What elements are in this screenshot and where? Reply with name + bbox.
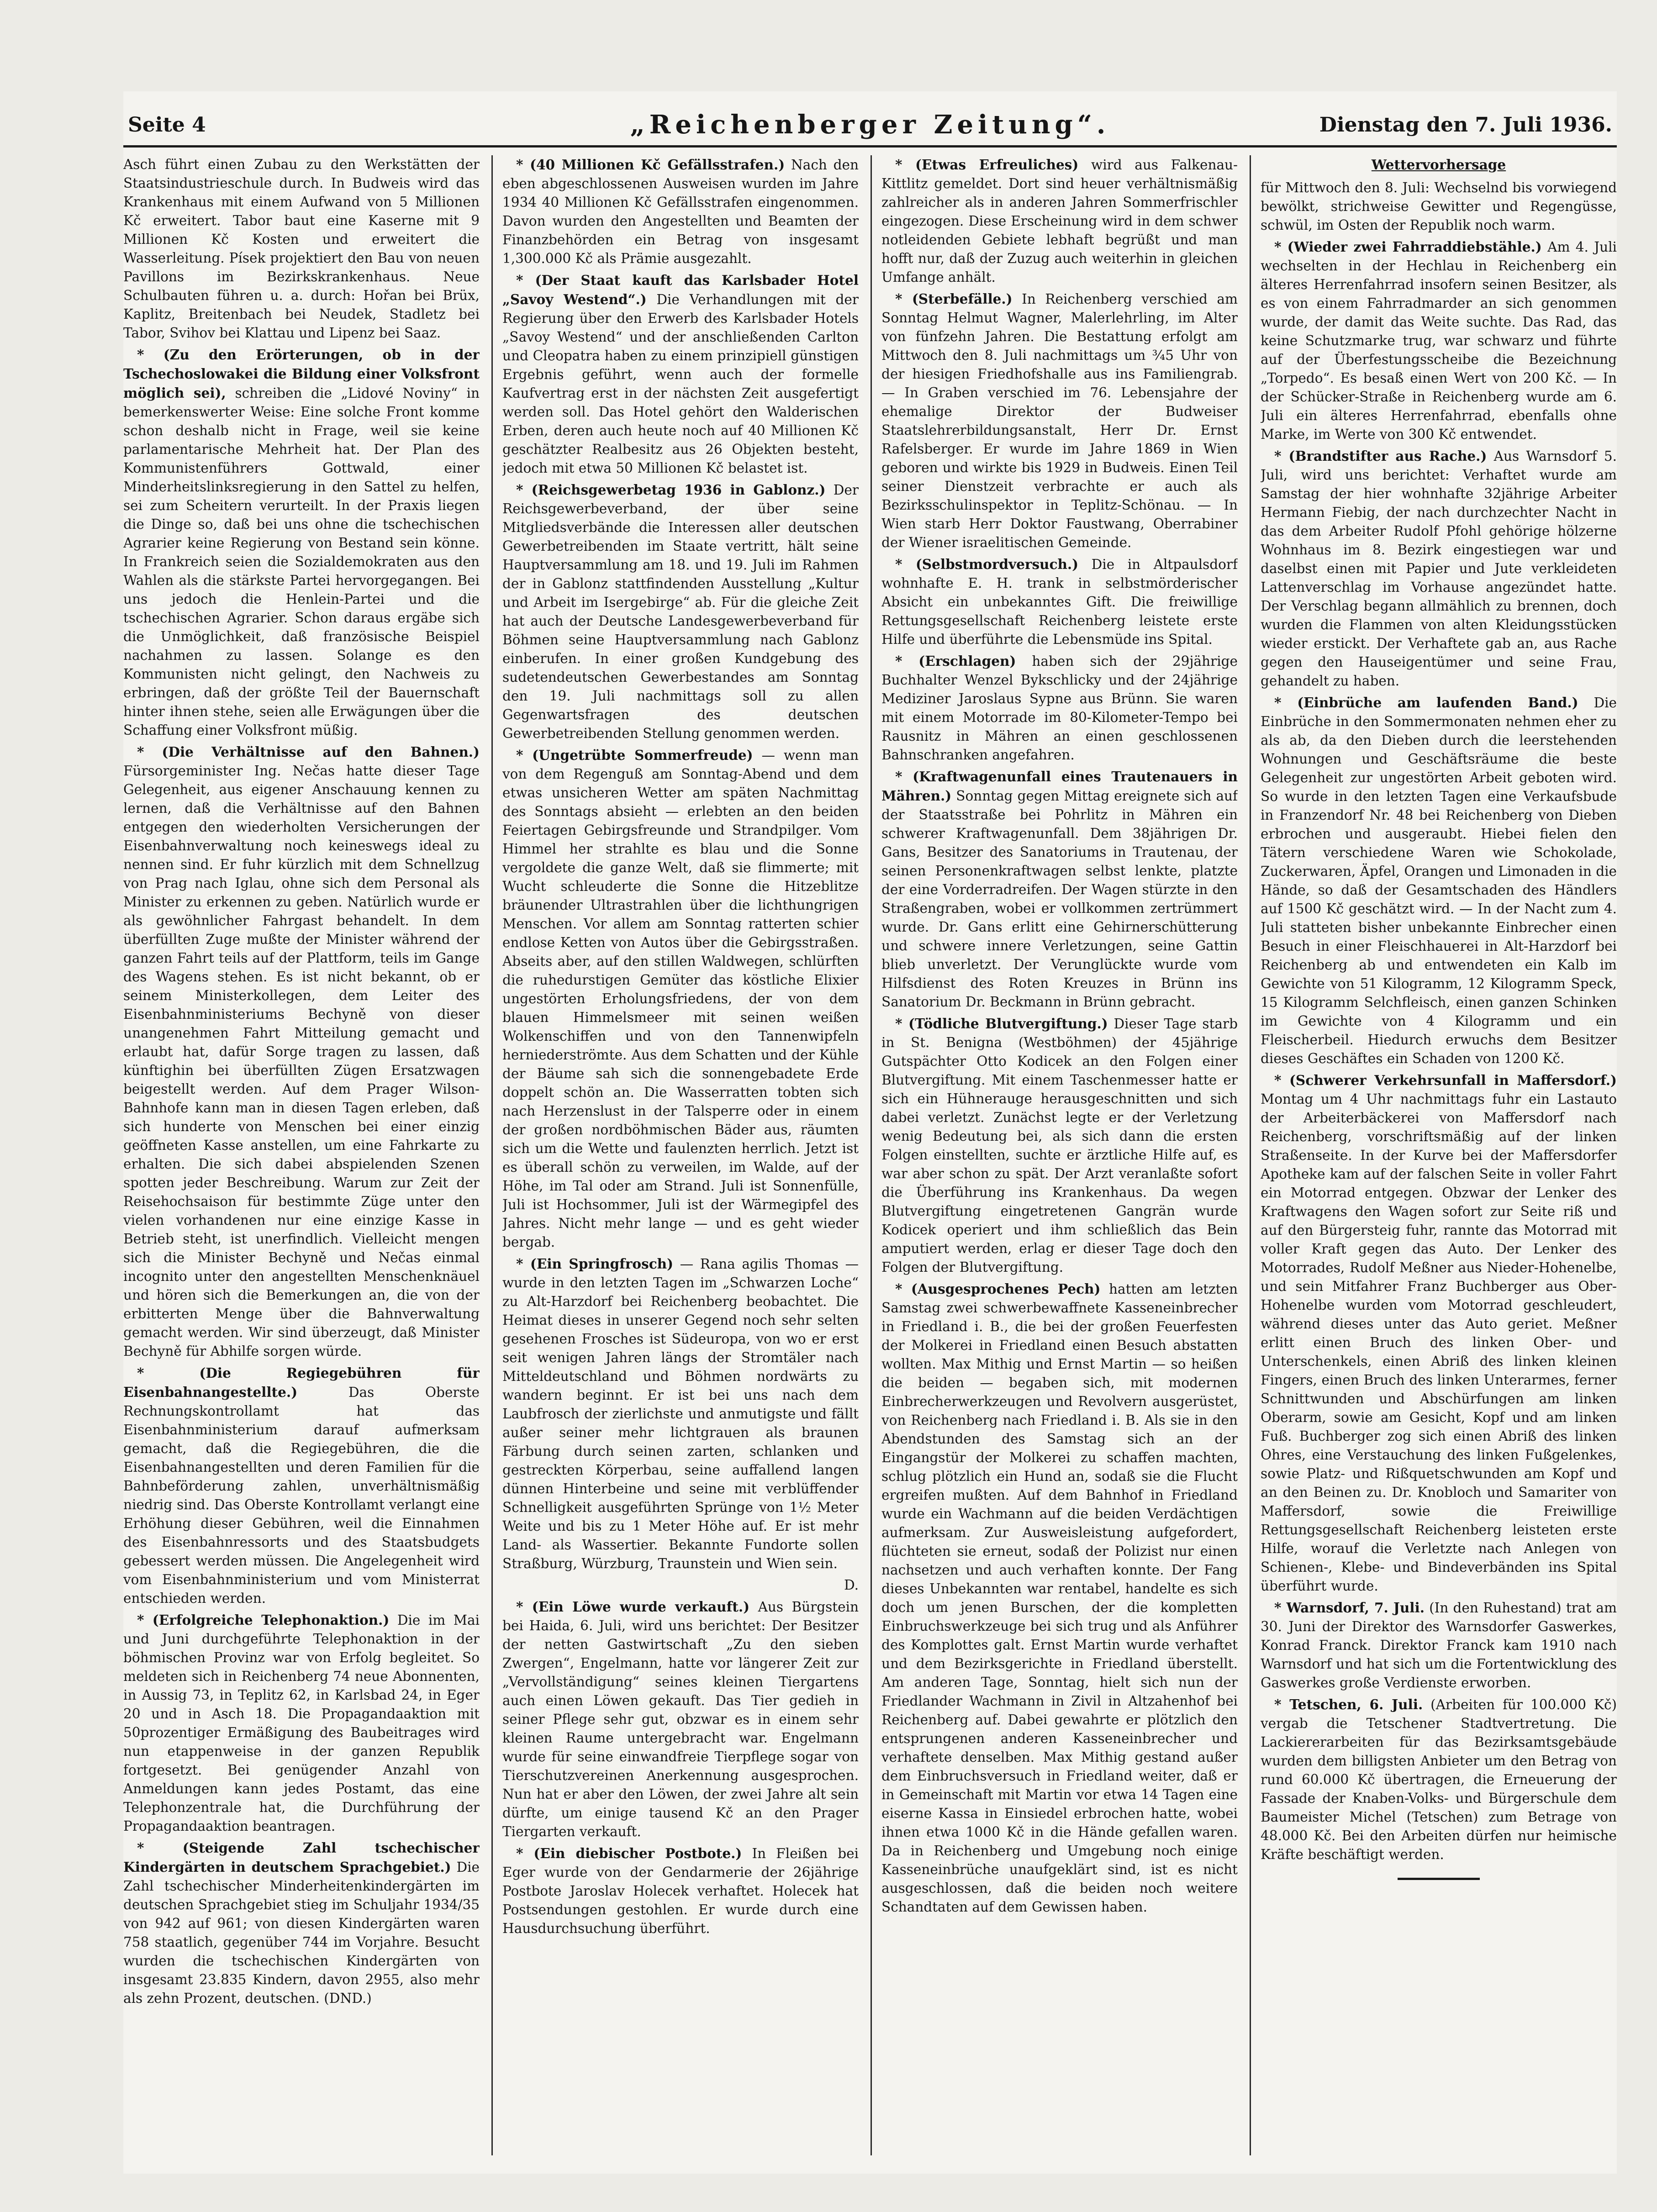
article: [1261, 693, 1617, 1068]
article-text: hatten am letzten Samstag zwei schwerbewaffnete Kasseneinbrecher in Friedland i. B., die bei der großen Feuerfesten der Molkerei in Friedland einen Besuch abstatten wollten. Max Mithig und Ernst Martin — so heißen die beiden — begaben sich, mit modernen Einbrecherwerkzeugen und Revolvern ausgerüstet, von Reichenberg nach Friedland i. B. Als sie in den Abendstunden des Samstag sich an der Eingangstür der Molkerei zu schaffen machten, schlug plötzlich ein Hund an, sodaß sie die Flucht ergreifen mußten. Auf dem Bahnhof in Friedland wurde ein Wachmann auf die beiden Verdächtigen aufmerksam. Zur Ausweisleistung aufgefordert, flüchteten sie erneut, sodaß der Polizist nur einen nachsetzen und auch verhaften konnte. Der Fang dieses Unbekannten war rentabel, handelte es sich doch um jenen Burschen, der die kompletten Einbruchswerkzeuge bei sich trug und als Anführer des Komplottes galt. Ernst Martin wurde verhaftet und dem Bezirksgerichte in Friedland überstellt. Am anderen Tage, Sonntag, hielt sich nun der Friedlander Wachmann in Zivil in Altzahenhof bei Reichenberg auf. Dabei gewahrte er plötzlich den entsprungenen anderen Kasseneinbrecher und verhaftete denselben. Max Mithig gestand außer dem Einbruchsversuch in Friedland weiter, daß er in Gemeinschaft mit Martin vor etwa 14 Tagen eine eiserne Kassa in Einsiedel erbrochen hatte, wobei ihnen etwa 1000 Kč in die Hände gefallen waren. Da in Reichenberg und Umgebung noch einige Kasseneinbrüche unaufgeklärt sind, ist es nicht ausgeschlossen, daß die beiden noch weitere Schandtaten auf dem Gewissen haben.: [881, 1281, 1238, 1915]
article-heading: * (Erfolgreiche Telephonaktion.): [137, 1612, 390, 1628]
article-heading: * (Einbrüche am laufenden Band.): [1274, 695, 1578, 711]
article: [881, 652, 1238, 764]
article-text: Asch führt einen Zubau zu den Werkstätten der Staatsindustrieschule durch. In Budweis wird das Krankenhaus mit einem Aufwand von 5 Millionen Kč erweitert. Tabor baut eine Kaserne mit 9 Millionen Kč Kosten und erweitert die Wasserleitung. Písek projektiert den Bau von neuen Pavillons im Bezirkskrankenhaus. Neue Schulbauten führen u. a. durch: Hořan bei Brüx, Kaplitz, Breitenbach bei Neudek, Stadletz bei Tabor, Svihov bei Klattau und Lipenz bei Saaz.: [123, 157, 480, 341]
article-text: Am 4. Juli wechselten in der Hechlau in Reichenberg ein älteres Herrenfahrrad insofern seinen Besitzer, als es von einem Fahrradmarder an sich genommen wurde, der damit das Weite suchte. Das Rad, das keine Schutzmarke trug, war schwarz und führte auf der Überfestungsscheibe die Bezeichnung „Torpedo“. Es besaß einen Wert von 200 Kč. — In der Schücker-Straße in Reichenberg wurde am 6. Juli ein älteres Herrenfahrrad, ebenfalls ohne Marke, im Werte von 300 Kč entwendet.: [1261, 239, 1617, 442]
newspaper-title: „Reichenberger Zeitung“.: [630, 110, 1110, 140]
article-text: Die in Altpaulsdorf wohnhafte E. H. trank in selbstmörderischer Absicht ein unbekanntes Gift. Die freiwillige Rettungsgesellschaft Reichenberg leistete erste Hilfe und überführte die Lebensmüde ins Spital.: [881, 557, 1238, 647]
article-heading: * (Sterbefälle.): [895, 291, 1013, 307]
article-heading: * (Die Regiegebühren für Eisenbahnangestellte.): [123, 1365, 480, 1400]
article: [1261, 447, 1617, 690]
article-text: Die im Mai und Juni durchgeführte Telephonaktion in der böhmischen Provinz war von Erfolg begleitet. So meldeten sich in Reichenberg 74 neue Abonnenten, in Aussig 73, in Teplitz 62, in Karlsbad 24, in Eger 20 und in Asch 18. Die Propagandaaktion mit 50prozentiger Ermäßigung des Baubeitrages wird nun etappenweise in der ganzen Republik fortgesetzt. Bei genügender Anzahl von Anmeldungen kann jedes Postamt, das eine Telephonzentrale hat, die Durchführung der Propagandaaktion beantragen.: [123, 1612, 480, 1834]
issue-date: Dienstag den 7. Juli 1936.: [1319, 113, 1612, 137]
article-heading: * (40 Millionen Kč Gefällsstrafen.): [516, 157, 785, 173]
article-heading: * Tetschen, 6. Juli.: [1274, 1696, 1423, 1712]
article-heading: * (Wieder zwei Fahrraddiebstähle.): [1274, 239, 1542, 255]
article: [1261, 1695, 1617, 1864]
column-divider: [1250, 155, 1251, 2155]
article-text: Die Zahl tschechischer Minderheitenkindergärten im deutschen Sprachgebiet stieg im Schuljahr 1934/35 von 942 auf 961; von diesen Kindergärten waren 758 staatlich, gegenüber 744 im Vorjahre. Besucht wurden die tschechischen Kindergärten von insgesamt 23.835 Kindern, davon 2955, also mehr als zehn Prozent, deutschen. (DND.): [123, 1859, 480, 2006]
article: [502, 1597, 859, 1841]
article-text: Dieser Tage starb in St. Benigna (Westböhmen) der 45jährige Gutspächter Otto Kodicek an den Folgen einer Blutvergiftung. Mit einem Taschenmesser hatte er sich ein Hühnerauge herausgeschnitten und sich dabei verletzt. Zunächst legte er der Verletzung wenig Bedeutung bei, als sich dann die ersten Folgen einstellten, suchte er ärztliche Hilfe auf, es war aber schon zu spät. Der Arzt veranlaßte sofort die Überführung ins Krankenhaus. Da wegen Blutvergiftung eingetretenen Gangrän wurde Kodicek operiert und ihm schließlich das Bein amputiert werden, erlag er dieser Tage doch den Folgen der Blutvergiftung.: [881, 1016, 1238, 1275]
article-text: Die Verhandlungen mit der Regierung über den Erwerb des Karlsbader Hotels „Savoy Westend“ und der anschließenden Carlton und Cleopatra haben zu einem prinzipiell günstigen Ergebnis geführt, wenn auch der formelle Kaufvertrag erst in der nächsten Zeit ausgefertigt werden soll. Das Hotel gehört den Walderischen Erben, deren auch heute noch auf 40 Millionen Kč geschätzter Realbesitz aus 26 Objekten besteht, jedoch mit etwa 50 Millionen Kč belastet ist.: [502, 292, 859, 476]
article: [502, 746, 859, 1252]
article-heading: * (Kraftwagenunfall eines Trautenauers in Mähren.): [881, 769, 1238, 804]
article-heading: * (Ein Springfrosch): [516, 1256, 674, 1272]
article-heading: * (Etwas Erfreuliches): [895, 157, 1079, 173]
article-heading: * (Ein Löwe wurde verkauft.): [516, 1599, 750, 1615]
article-text: Montag um 4 Uhr nachmittags fuhr ein Lastauto der Arbeiterbäckerei von Maffersdorf nach Reichenberg, vorschriftsmäßig auf der linken Straßenseite. In der Kurve bei der Maffersdorfer Apotheke kam auf der falschen Seite in voller Fahrt ein Motorrad entgegen. Obzwar der Lenker des Kraftwagens den Wagen sofort zur Seite riß und auf den Bürgersteig fuhr, rannte das Motorrad mit voller Kraft gegen das Auto. Der Lenker des Motorrades, Rudolf Meßner aus Nieder-Hohenelbe, und sein Mitfahrer Franz Buchberger aus Ober-Hohenelbe wurden vom Motorrad geschleudert, während dieses unter das Auto geriet. Meßner erlitt einen Bruch des linken Ober- und Unterschenkels, einen Abriß des linken kleinen Fingers, einen Bruch des linken Unterarmes, ferner Schnittwunden und Abschürfungen am linken Oberarm, sowie am Gesicht, Kopf und am linken Fuß. Buchberger zog sich einen Abriß des linken Ohres, eine Verstauchung des linken Fußgelenkes, sowie Platz- und Rißquetschwunden am Kopf und an den Beinen zu. Dr. Knobloch und Samariter von Maffersdorf, sowie die Freiwillige Rettungsgesellschaft Reichenberg leisteten erste Hilfe, worauf die Verletzte nach Anlegen von Schienen-, Klebe- und Bindeverbänden ins Spital überführt wurde.: [1261, 1091, 1617, 1594]
article: [502, 480, 859, 743]
article-heading: * (Steigende Zahl tschechischer Kindergärten in deutschem Sprachgebiet.): [123, 1840, 480, 1875]
column-divider: [871, 155, 872, 2155]
article-heading: * (Erschlagen): [895, 653, 1016, 669]
article-text: Fürsorgeminister Ing. Nečas hatte dieser Tage Gelegenheit, aus eigener Anschauung kennen zu lernen, daß die Verhältnisse auf den Bahnen entgegen den wiederholten Versicherungen der Eisenbahnverwaltung noch keineswegs ideal zu nennen sind. Er fuhr kürzlich mit dem Schnellzug von Prag nach Iglau, ohne sich dem Personal als Minister zu erkennen zu geben. Natürlich wurde er als gewöhnlicher Fahrgast behandelt. In dem überfüllten Zuge mußte der Minister während der ganzen Fahrt teils auf der Plattform, teils im Gange des Wagens stehen. Es ist nicht bekannt, ob er seinem Ministerkollegen, dem Leiter des Eisenbahnministeriums Bechyně von dieser unangenehmen Fahrt Mitteilung gemacht und erlaubt hat, dafür Sorge tragen zu lassen, daß künftighin bei überfüllten Zügen Ersatzwagen beigestellt werden. Auf dem Prager Wilson-Bahnhofe kann man in diesen Tagen erleben, daß sich hunderte von Menschen bei einer einzig geöffneten Kasse anstellen, um eine Fahrkarte zu erhalten. Die sich dabei abspielenden Szenen spotten jeder Beschreibung. Warum zur Zeit der Reisehochsaison für bestimmte Züge unter den vielen vorhandenen nur eine einzige Kasse in Betrieb steht, ist unerfindlich. Vielleicht mengen sich die Minister Bechyně und Nečas einmal incognito unter den angestellten Menschenknäuel und hören sich die Bemerkungen an, die von der erbitterten Menge über die Bahnverwaltung gemacht werden. Wir sind überzeugt, daß Minister Bechyně für Abhilfe sorgen würde.: [123, 763, 480, 1359]
column-4: [1261, 155, 1617, 2155]
article: [881, 767, 1238, 1011]
article-text: haben sich der 29jährige Buchhalter Wenzel Bykschlicky und der 24jährige Mediziner Jaroslaus Sypne aus Brünn. Sie waren mit einem Motorrade im 80-Kilometer-Tempo bei Rausnitz in Mähren an einen geschlossenen Bahnschranken angefahren.: [881, 653, 1238, 763]
article: [123, 743, 480, 1361]
article-text: Das Oberste Rechnungskontrollamt hat das Eisenbahnministerium darauf aufmerksam gemacht, daß die Regiegebühren, die die Eisenbahnangestellten und deren Familien für die Bahnbeförderung zahlen, unverhältnismäßig niedrig sind. Das Oberste Kontrollamt verlangt eine Erhöhung dieser Gebühren, weil die Einnahmen des Eisenbahnressorts und des Staatsbudgets gebessert werden müssen. Die Angelegenheit wird vom Eisenbahnministerium und vom Ministerrat entschieden werden.: [123, 1385, 480, 1606]
article-heading: * (Ein diebischer Postbote.): [516, 1845, 742, 1861]
article-text: wird aus Falkenau-Kittlitz gemeldet. Dort sind heuer verhältnismäßig zahlreicher als in anderen Jahren Sommerfrischler eingezogen. Diese Erscheinung wird in dem schwer notleidenden Gebiete lebhaft begrüßt und man hofft nur, daß der Zuzug auch weiterhin in gleichen Umfange anhält.: [881, 157, 1238, 285]
article: [123, 345, 480, 740]
article: [881, 1280, 1238, 1917]
article-text: Aus Bürgstein bei Haida, 6. Juli, wird uns berichtet: Der Besitzer der netten Gastwirtschaft „Zu den sieben Zwergen“, Engelmann, hatte vor längerer Zeit zur „Vervollständigung“ seines kleinen Tiergartens auch einen Löwen gekauft. Das Tier gedieh in seiner Pflege sehr gut, obzwar es in einem sehr kleinen Raume untergebracht war. Engelmann wurde für seine einwandfreie Tierpflege sogar von Tierschutzvereinen Anerkennung ausgesprochen. Nun hat er aber den Löwen, der zwei Jahre alt sein dürfte, um einige tausend Kč an den Prager Tiergarten verkauft.: [502, 1599, 859, 1839]
article-text: Sonntag gegen Mittag ereignete sich auf der Staatsstraße bei Pohrlitz in Mähren ein schwerer Kraftwagenunfall. Dem 38jährigen Dr. Gans, Besitzer des Sanatoriums in Trautenau, der seinen Personenkraftwagen selbst lenkte, platzte der eine Vorderradreifen. Der Wagen stürzte in den Straßengraben, wobei er vollkommen zertrümmert wurde. Dr. Gans erlitt eine Gehirnerschütterung und schwere innere Verletzungen, seine Gattin blieb unverletzt. Der Verunglückte wurde vom Hilfsdienst des Roten Kreuzes in Brünn ins Sanatorium Dr. Beckmann in Brünn gebracht.: [881, 788, 1238, 1010]
article-text: In Reichenberg verschied am Sonntag Helmut Wagner, Malerlehrling, im Alter von fünfzehn Jahren. Die Bestattung erfolgt am Mittwoch den 8. Juli nachmittags um ¾5 Uhr von der hiesigen Friedhofshalle aus ins Familiengrab. — In Graben verschied im 76. Lebensjahre der ehemalige Direktor der Budweiser Staatslehrerbildungsanstalt, Herr Dr. Ernst Rafelsberger. Er wurde im Jahre 1869 in Wien geboren und wirkte bis 1929 in Budweis. Einen Teil seiner Dienstzeit verbrachte er auch als Bezirksschulinspektor in Teplitz-Schönau. — In Wien starb Herr Doktor Faustwang, Oberrabiner der Wiener israelitischen Gemeinde.: [881, 291, 1238, 550]
article-heading: * (Ausgesprochenes Pech): [895, 1281, 1101, 1297]
article-text: — wenn man von dem Regenguß am Sonntag-Abend und dem etwas unsicheren Wetter am späten Nachmittag des Sonntags absieht — erlebten an den beiden Feiertagen Gebirgsfreunde und Strandpilger. Vom Himmel her strahlte es blau und die Sonne vergoldete die ganze Welt, daß sie flimmerte; mit Wucht schleuderte die Sonne die Hitzeblitze bräunender Ultrastrahlen über die lichthungrigen Menschen. Vor allem am Sonntag ratterten schier endlose Ketten von Autos über die Gebirgsstraßen. Abseits aber, auf den stillen Waldwegen, schlürften die ruhedurstigen Gemüter das köstliche Elixier ungestörten Erholungsfriedens, der von dem blauen Himmelsmeer mit seinen weißen Wolkenschiffen und von den Tannenwipfeln herniederströmte. Aus dem Schatten und der Kühle der Bäume sah sich die sonnengebadete Erde doppelt schön an. Die Wasserratten tobten sich nach Herzenslust in der Talsperre oder in einem der großen nordböhmischen Bäder aus, räumten sich um die Wette und faulenzten herrlich. Jetzt ist es überall schön zu verweilen, im Walde, auf der Höhe, im Tal oder am Strand. Juli ist Sonnenfülle, Juli ist Hochsommer, Juli ist der Wärmegipfel des Jahres. Nicht mehr lange — und es geht wieder bergab.: [502, 748, 859, 1250]
article-text: In Fleißen bei Eger wurde von der Gendarmerie der 26jährige Postbote Jaroslav Holecek verhaftet. Holecek hat Postsendungen gestohlen. Er wurde durch eine Hausdurchsuchung überführt.: [502, 1846, 859, 1936]
article-text: Der Reichsgewerbeverband, der über seine Mitgliedsverbände die Interessen aller deutschen Gewerbetreibenden im Staate vertritt, hält seine Hauptversammlung am 18. und 19. Juli im Rahmen der in Gablonz stattfindenden Ausstellung „Kultur und Arbeit im Isergebirge“ ab. Für die gleiche Zeit hat auch der Deutsche Landesgewerbeverband für Böhmen seine Hauptversammlung nach Gablonz einberufen. In einer großen Kundgebung des sudetendeutschen Gewerbestandes am Sonntag den 19. Juli nachmittags soll zu allen Gegenwartsfragen des deutschen Gewerbetreibenden Stellung genommen werden.: [502, 482, 859, 741]
article: [881, 555, 1238, 649]
article-text: — Rana agilis Thomas — wurde in den letzten Tagen im „Schwarzen Loche“ zu Alt-Harzdorf bei Reichenberg beobachtet. Die Heimat dieses in unserer Gegend noch sehr selten gesehenen Frosches ist Südeuropa, von wo er erst seit wenigen Jahren längs der Stromtäler nach Mitteldeutschland und Böhmen nordwärts zu wandern beginnt. Er ist bei uns nach dem Laubfrosch der zierlichste und anmutigste und fällt außer seiner mehr lichtgrauen als braunen Färbung durch seinen zarten, schlanken und gestreckten Körperbau, seine auffallend langen dünnen Hinterbeine und seine mit verblüffender Schnelligkeit ausgeführten Sprünge von 1½ Meter Weite und bis zu 1 Meter Höhe auf. Er ist mehr Land- als Wassertier. Bekannte Fundorte sollen Straßburg, Würzburg, Traunstein und Wien sein.: [502, 1256, 859, 1571]
article-text: Aus Warnsdorf 5. Juli, wird uns berichtet: Verhaftet wurde am Samstag der hier wohnhafte 32jährige Arbeiter Hermann Fiebig, der nach durchzechter Nacht in das dem Arbeiter Rudolf Pfohl gehörige hölzerne Wohnhaus im 8. Bezirk eingestiegen war und daselbst einen mit Papier und Jute verkleideten Lattenverschlag im Vorhause angezündet hatte. Der Verschlag begann allmählich zu brennen, doch wurden die Flammen von alten Kleidungsstücken wieder erstickt. Der Verhaftete gab an, aus Rache gegen den Hauseigentümer und seine Frau, gehandelt zu haben.: [1261, 448, 1617, 689]
page-header: [123, 105, 1617, 146]
article: [123, 1364, 480, 1608]
column-1: [123, 155, 480, 2155]
article: [123, 1838, 480, 2008]
end-rule: [1398, 1878, 1480, 1880]
article-text: Nach den eben abgeschlossenen Ausweisen wurden im Jahre 1934 40 Millionen Kč Gefällsstrafen eingenommen. Davon wurden den Angestellten und Beamten der Finanzbehörden ein Betrag von insgesamt 1,300.000 Kč als Prämie ausgezahlt.: [502, 157, 859, 266]
article: [502, 1844, 859, 1938]
article: [881, 290, 1238, 552]
article: [502, 1254, 859, 1573]
weather-forecast-title: Wettervorhersage: [1371, 157, 1506, 173]
column-divider: [491, 155, 493, 2155]
article-heading: * (Brandstifter aus Rache.): [1274, 448, 1487, 464]
author-signature: D.: [844, 1577, 859, 1593]
page-number: Seite 4: [128, 113, 206, 137]
newspaper-page: [123, 91, 1617, 2174]
column-3: [881, 155, 1238, 2155]
article-heading: * (Schwerer Verkehrsunfall in Maffersdorf.): [1274, 1072, 1617, 1088]
article: [1261, 1598, 1617, 1692]
article: [502, 155, 859, 268]
article-heading: * (Tödliche Blutvergiftung.): [895, 1016, 1108, 1032]
article: [1261, 237, 1617, 444]
article: [881, 155, 1238, 287]
weather-forecast-text: für Mittwoch den 8. Juli: Wechselnd bis vorwiegend bewölkt, strichweise Gewitter und Regengüsse, schwül, im Osten der Republik noch warm.: [1261, 180, 1617, 233]
header-rule: [123, 145, 1617, 147]
article-heading: * Warnsdorf, 7. Juli.: [1274, 1600, 1425, 1616]
article-text: schreiben die „Lidové Noviny“ in bemerkenswerter Weise: Eine solche Front komme schon deshalb nicht in Frage, weil sie keine parlamentarische Mehrheit hat. Der Plan des Kommunistenführers Gottwald, einer Minderheitslinksregierung in den Sattel zu helfen, sei zum Scheitern verurteilt. In der Praxis liegen die Dinge so, daß bei uns ohne die tschechischen Agrarier keine Regierung von Bestand sein könne. In Frankreich seien die Sozialdemokraten aus den Wahlen als die stärkste Partei hervorgegangen. Bei uns jedoch die Henlein-Partei und die tschechischen Agrarier. Schon daraus ergäbe sich die Unmöglichkeit, daß französische Beispiel nachahmen zu lassen. Solange es den Kommunisten nicht gelingt, den Nachweis zu erbringen, daß der größte Teil der Bauernschaft hinter ihnen stehe, seien alle Erwägungen über die Schaffung einer Volksfront müßig.: [123, 385, 480, 738]
article-text: (Arbeiten für 100.000 Kč) vergab die Tetschener Stadtvertretung. Die Lackiererarbeiten für das Bezirksamtsgebäude wurden dem billigsten Anbieter um den Betrag von rund 60.000 Kč übertragen, die Erneuerung der Fassade der Knaben-Volks- und Bürgerschule dem Baumeister Michel (Tetschen) zum Betrage von 48.000 Kč. Bei den Arbeiten dürfen nur heimische Kräfte beschäftigt werden.: [1261, 1697, 1617, 1862]
article: [1261, 1071, 1617, 1596]
article-heading: * (Selbstmordversuch.): [895, 556, 1079, 572]
article-heading: * (Der Staat kauft das Karlsbader Hotel „Savoy Westend“.): [502, 272, 859, 307]
article-heading: * (Reichsgewerbetag 1936 in Gablonz.): [516, 482, 826, 498]
article-heading: * (Ungetrübte Sommerfreude): [516, 747, 753, 763]
article-heading: * (Die Verhältnisse auf den Bahnen.): [137, 744, 480, 760]
article-heading: * (Zu den Erörterungen, ob in der Tschechoslowakei die Bildung einer Volksfront möglich sei),: [123, 347, 480, 401]
article-text: Die Einbrüche in den Sommermonaten nehmen eher zu als ab, da den Dieben durch die leerstehenden Wohnungen und Geschäftsräume die beste Gelegenheit zur ungestörten Arbeit geboten wird. So wurde in den letzten Tagen eine Verkaufsbude in Franzendorf Nr. 48 bei Reichenberg von Dieben erbrochen und ausgeraubt. Hiebei fielen den Tätern verschiedene Waren wie Schokolade, Zuckerwaren, Äpfel, Orangen und Limonaden in die Hände, so daß der Gesamtschaden des Händlers auf 1500 Kč geschätzt wird. — In der Nacht zum 4. Juli statteten bisher unbekannte Einbrecher einen Besuch in einer Fleischhauerei in Alt-Harzdorf bei Reichenberg ab und entwendeten ein Kalb im Gewichte von 51 Kilogramm, 12 Kilogramm Speck, 15 Kilogramm Selchfleisch, einen ganzen Schinken im Gewichte von 4 Kilogramm und ein Fleischerbeil. Hiedurch erwuchs dem Besitzer dieses Geschäftes ein Schaden von 1200 Kč.: [1261, 695, 1617, 1066]
article: [502, 271, 859, 478]
column-2: [502, 155, 859, 2155]
article: [881, 1014, 1238, 1277]
article-text: (In den Ruhestand) trat am 30. Juni der Direktor des Warnsdorfer Gaswerkes, Konrad Franck. Direktor Franck kam 1910 nach Warnsdorf und hat sich um die Fortentwicklung des Gaswerkes große Verdienste erworben.: [1261, 1600, 1617, 1691]
article: [123, 1611, 480, 1836]
